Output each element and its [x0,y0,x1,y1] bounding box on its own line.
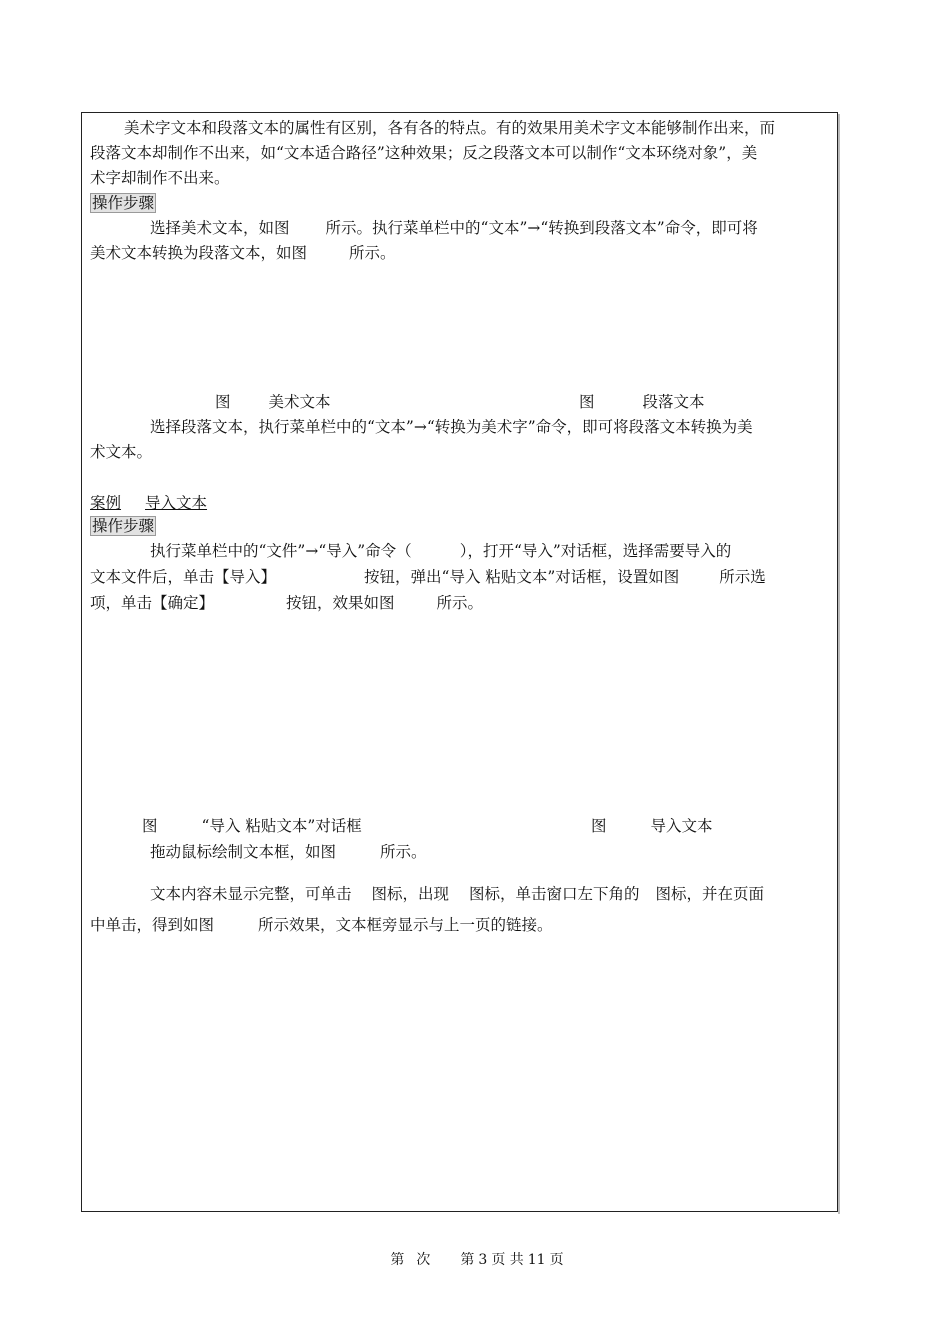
caption-label: 图 [142,817,158,835]
caption-text: “导入 粘贴文本”对话框 [201,817,362,835]
steps2-line-2b: 按钮，弹出“导入 粘贴文本”对话框，设置如图 [364,568,680,586]
intro-line-1: 美术字文本和段落文本的属性有区别，各有各的特点。有的效果用美术字文本能够制作出来，而 [124,119,776,137]
footer-page-mid: 页 共 [491,1252,524,1268]
figure-caption-import-dialog [142,816,362,836]
steps2-line-1a: 执行菜单栏中的“文件”→“导入”命令（ [150,542,412,560]
steps2-line-2c: 所示选 [719,568,766,586]
steps1-line-1b: 所示。执行菜单栏中的“文本”→“转换到段落文本”命令，即可将 [325,219,758,237]
steps1-line-2 [90,243,396,263]
para3-b: 所示。 [380,843,427,861]
footer-page-prefix: 第 [460,1252,475,1268]
footer-page-number: 3 [478,1252,488,1268]
para4-line-1 [150,884,764,904]
steps2-line-1b: ），打开“导入”对话框，选择需要导入的 [459,542,732,560]
steps1-line-1a: 选择美术文本，如图 [150,219,290,237]
footer-ci: 次 [416,1252,431,1268]
steps2-line-3 [90,593,483,613]
caption-label: 图 [591,817,607,835]
caption-text: 段落文本 [642,393,705,411]
intro-line-3: 术字却制作不出来。 [90,169,230,187]
para4-1b: 图标，出现 [371,885,450,903]
figure-caption-paragraph-text [579,392,705,412]
steps-heading-2: 操作步骤 [92,517,155,535]
steps2-line-3a: 项，单击【确定】 [90,594,215,612]
para2-line-2: 术文本。 [90,443,153,461]
caption-label: 图 [579,393,595,411]
case-name: 导入文本 [145,494,208,512]
para4-2a: 中单击，得到如图 [90,916,215,934]
para4-2b: 所示效果，文本框旁显示与上一页的链接。 [258,916,553,934]
figure-caption-import-text [591,816,713,836]
para4-1d: 图标，并在页面 [655,885,765,903]
para4-1a: 文本内容未显示完整，可单击 [150,885,352,903]
footer-page-suffix: 页 [549,1252,564,1268]
caption-text: 导入文本 [650,817,713,835]
footer-page-total: 11 [527,1252,546,1268]
case-title [90,493,207,513]
steps2-line-2a: 文本文件后，单击【导入】 [90,568,277,586]
steps-heading-1: 操作步骤 [92,194,155,212]
para4-line-2 [90,915,553,935]
content-frame [81,112,838,1212]
para4-1c: 图标，单击窗口左下角的 [469,885,640,903]
para3-a: 拖动鼠标绘制文本框，如图 [150,843,337,861]
para2-line-1: 选择段落文本，执行菜单栏中的“文本”→“转换为美术字”命令，即可将段落文本转换为美 [150,418,753,436]
para3 [150,842,427,862]
steps2-line-3b: 按钮，效果如图 [286,594,395,612]
steps1-line-1 [150,218,758,238]
caption-text: 美术文本 [268,393,331,411]
footer-di: 第 [390,1252,405,1268]
steps1-line-2b: 所示。 [349,244,396,262]
caption-label: 图 [215,393,231,411]
steps1-line-2a: 美术文本转换为段落文本，如图 [90,244,308,262]
steps2-line-2 [90,567,766,587]
frame-shadow [838,114,840,1214]
intro-line-2: 段落文本却制作不出来，如“文本适合路径”这种效果；反之段落文本可以制作“文本环绕对象”，美 [90,144,758,162]
steps2-line-3c: 所示。 [436,594,484,612]
page-footer [0,1249,950,1269]
case-label: 案例 [90,494,122,512]
steps2-line-1 [150,541,731,561]
figure-caption-art-text [215,392,331,412]
